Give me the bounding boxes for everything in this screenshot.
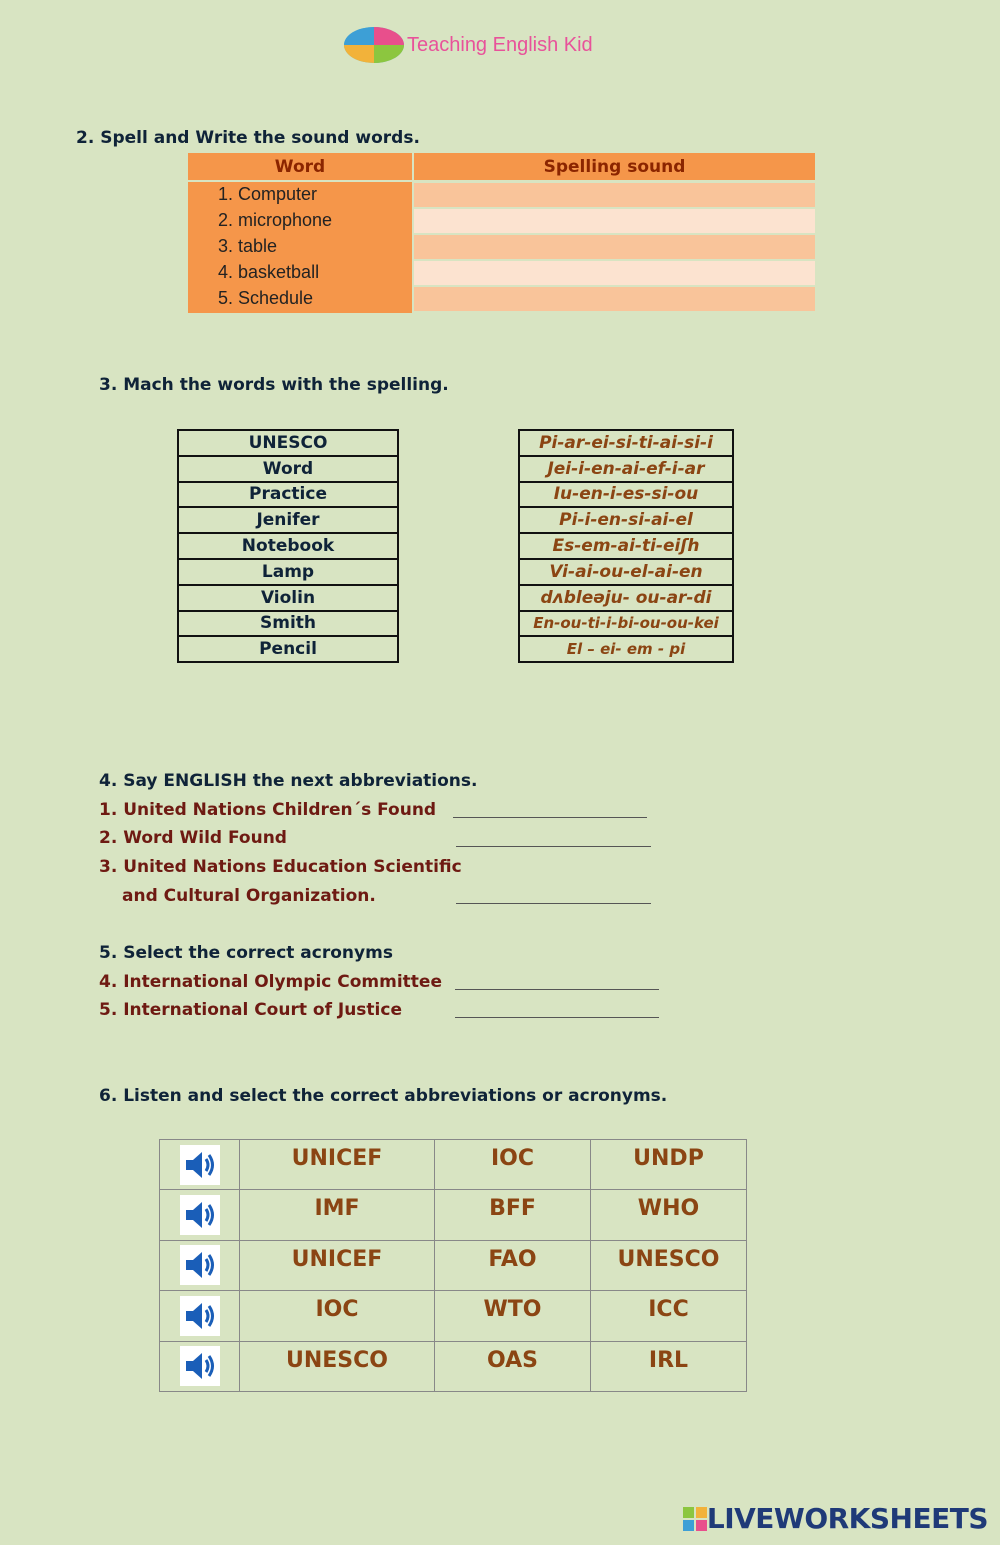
section3-heading: 3. Mach the words with the spelling. bbox=[99, 375, 449, 395]
match-spelling[interactable]: El – ei- em - pi bbox=[519, 636, 733, 662]
answer-option[interactable]: UNESCO bbox=[591, 1240, 747, 1290]
speaker-button[interactable] bbox=[180, 1245, 220, 1285]
speaker-button[interactable] bbox=[180, 1296, 220, 1336]
speaker-icon bbox=[180, 1245, 220, 1285]
listen-row bbox=[160, 1291, 747, 1341]
brand-name: Teaching English Kid bbox=[407, 33, 593, 56]
speaker-icon bbox=[180, 1145, 220, 1185]
word-item: 1. Computer bbox=[218, 184, 318, 204]
section2-heading: 2. Spell and Write the sound words. bbox=[76, 128, 420, 148]
listen-row bbox=[160, 1140, 747, 1190]
brand-logo bbox=[343, 25, 593, 65]
spelling-answer-3[interactable] bbox=[414, 235, 815, 259]
speaker-button[interactable] bbox=[180, 1145, 220, 1185]
puzzle-logo-icon bbox=[343, 25, 405, 65]
spelling-answer-2[interactable] bbox=[414, 209, 815, 233]
answer-blank[interactable] bbox=[455, 1017, 659, 1018]
abbreviation-question: 2. Word Wild Found bbox=[99, 828, 287, 848]
answer-option[interactable]: IMF bbox=[240, 1190, 435, 1240]
listen-table bbox=[159, 1139, 747, 1392]
abbreviation-question: 1. United Nations Children´s Found bbox=[99, 800, 437, 820]
answer-option[interactable]: WHO bbox=[591, 1190, 747, 1240]
answer-option[interactable]: IOC bbox=[240, 1291, 435, 1341]
abbreviation-question-cont: and Cultural Organization. bbox=[122, 886, 376, 906]
answer-option[interactable]: UNDP bbox=[591, 1140, 747, 1190]
match-word[interactable]: Jenifer bbox=[178, 507, 398, 533]
answer-option[interactable]: UNICEF bbox=[240, 1140, 435, 1190]
word-item: 3. table bbox=[218, 236, 278, 256]
answer-blank[interactable] bbox=[456, 846, 651, 847]
match-word[interactable]: Violin bbox=[178, 585, 398, 611]
spelling-table bbox=[188, 153, 815, 313]
answer-option[interactable]: ICC bbox=[591, 1291, 747, 1341]
section6-heading: 6. Listen and select the correct abbreviations or acronyms. bbox=[99, 1086, 668, 1106]
answer-option[interactable]: IRL bbox=[591, 1341, 747, 1391]
section4-heading: 4. Say ENGLISH the next abbreviations. bbox=[99, 771, 478, 791]
speaker-button[interactable] bbox=[180, 1346, 220, 1386]
answer-option[interactable]: BFF bbox=[435, 1190, 591, 1240]
match-word[interactable]: Word bbox=[178, 456, 398, 482]
speaker-icon bbox=[180, 1346, 220, 1386]
match-spelling[interactable]: dʌbleəju- ou-ar-di bbox=[519, 585, 733, 611]
col-spelling-header: Spelling sound bbox=[414, 153, 815, 180]
answer-option[interactable]: FAO bbox=[435, 1240, 591, 1290]
match-word[interactable]: Practice bbox=[178, 482, 398, 508]
answer-option[interactable]: IOC bbox=[435, 1140, 591, 1190]
answer-option[interactable]: UNICEF bbox=[240, 1240, 435, 1290]
spelling-answer-4[interactable] bbox=[414, 261, 815, 285]
speaker-button[interactable] bbox=[180, 1195, 220, 1235]
answer-blank[interactable] bbox=[455, 989, 659, 990]
match-word[interactable]: Lamp bbox=[178, 559, 398, 585]
word-item: 5. Schedule bbox=[218, 288, 314, 308]
answer-option[interactable]: OAS bbox=[435, 1341, 591, 1391]
word-list-cell bbox=[188, 182, 412, 313]
listen-row bbox=[160, 1190, 747, 1240]
answer-blank[interactable] bbox=[456, 903, 651, 904]
answer-option[interactable]: WTO bbox=[435, 1291, 591, 1341]
listen-row bbox=[160, 1341, 747, 1391]
speaker-icon bbox=[180, 1195, 220, 1235]
acronym-question: 5. International Court of Justice bbox=[99, 1000, 402, 1020]
match-word[interactable]: Smith bbox=[178, 611, 398, 637]
abbreviation-question: 3. United Nations Education Scientific bbox=[99, 857, 462, 877]
acronym-question: 4. International Olympic Committee bbox=[99, 972, 442, 992]
col-word-header: Word bbox=[188, 153, 412, 180]
match-spellings-table bbox=[518, 429, 734, 663]
match-spelling[interactable]: Jei-i-en-ai-ef-i-ar bbox=[519, 456, 733, 482]
answer-option[interactable]: UNESCO bbox=[240, 1341, 435, 1391]
word-item: 4. basketball bbox=[218, 262, 320, 282]
match-words-table bbox=[177, 429, 399, 663]
match-spelling[interactable]: Pi-i-en-si-ai-el bbox=[519, 507, 733, 533]
match-spelling[interactable]: En-ou-ti-i-bi-ou-ou-kei bbox=[519, 611, 733, 637]
match-word[interactable]: Notebook bbox=[178, 533, 398, 559]
match-word[interactable]: Pencil bbox=[178, 636, 398, 662]
spelling-answer-5[interactable] bbox=[414, 287, 815, 311]
answer-blank[interactable] bbox=[453, 817, 647, 818]
match-spelling[interactable]: Vi-ai-ou-el-ai-en bbox=[519, 559, 733, 585]
section5-heading: 5. Select the correct acronyms bbox=[99, 943, 393, 963]
match-spelling[interactable]: Pi-ar-ei-si-ti-ai-si-i bbox=[519, 430, 733, 456]
word-item: 2. microphone bbox=[218, 210, 333, 230]
listen-row bbox=[160, 1240, 747, 1290]
spelling-answer-1[interactable] bbox=[414, 183, 815, 207]
match-word[interactable]: UNESCO bbox=[178, 430, 398, 456]
liveworksheets-name: LIVEWORKSHEETS bbox=[706, 1502, 988, 1535]
speaker-icon bbox=[180, 1296, 220, 1336]
liveworksheets-logo bbox=[683, 1502, 988, 1535]
liveworksheets-logo-icon bbox=[683, 1507, 707, 1531]
match-spelling[interactable]: Iu-en-i-es-si-ou bbox=[519, 482, 733, 508]
match-spelling[interactable]: Es-em-ai-ti-eiʃh bbox=[519, 533, 733, 559]
